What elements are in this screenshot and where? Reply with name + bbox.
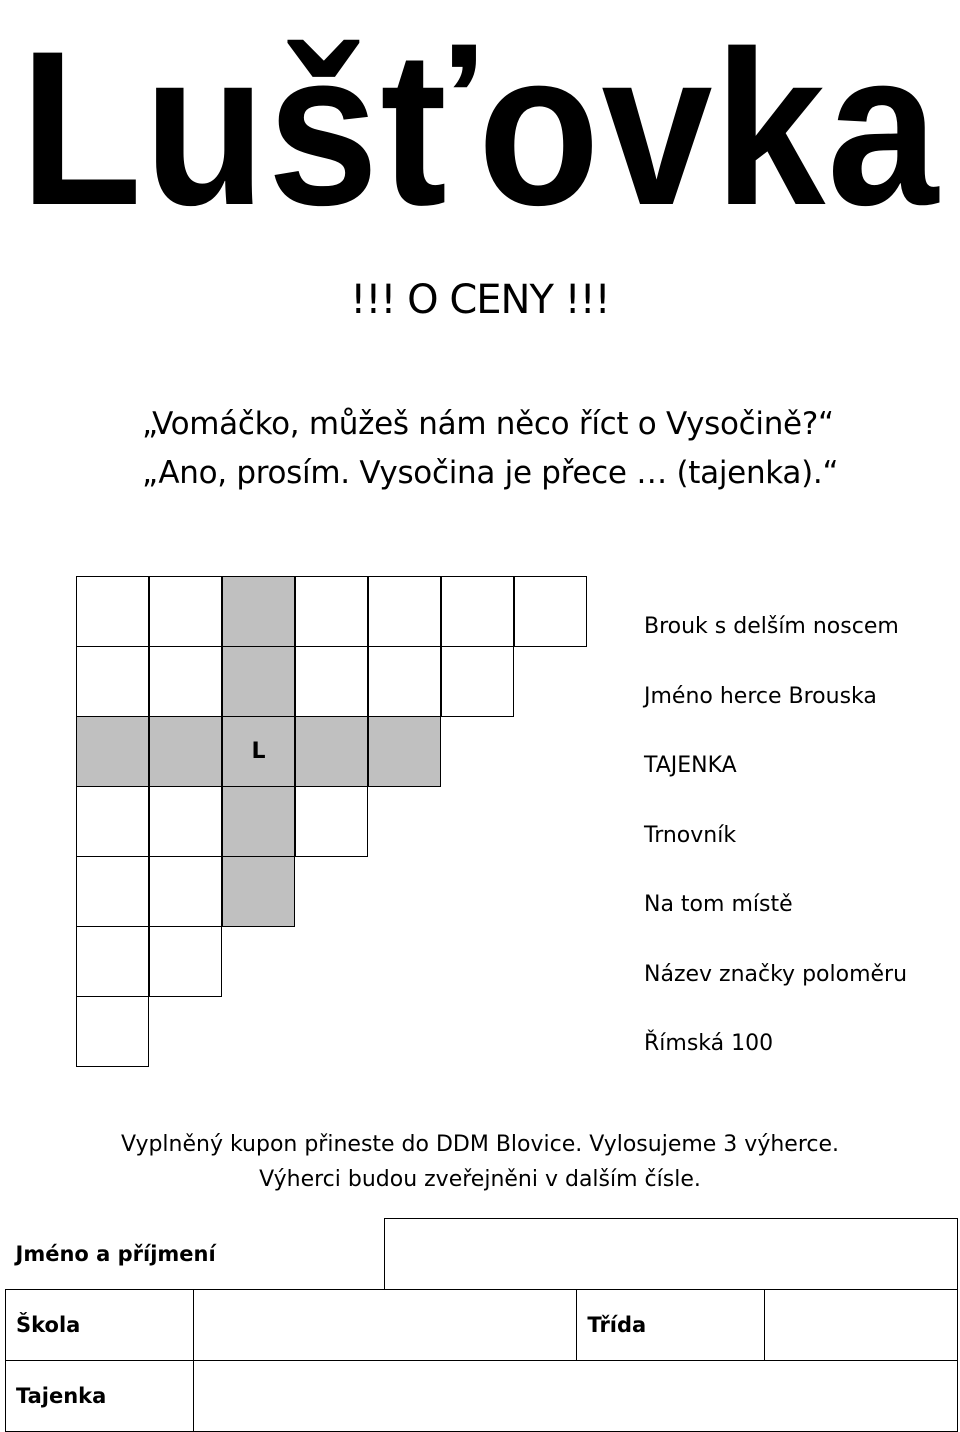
crossword-cell[interactable] bbox=[222, 646, 295, 717]
cell-letter bbox=[77, 927, 148, 996]
crossword-cell[interactable] bbox=[295, 786, 368, 857]
clue-text: Název značky poloměru bbox=[644, 961, 908, 987]
crossword-cell[interactable] bbox=[441, 646, 514, 717]
clue-text: Brouk s delším noscem bbox=[644, 614, 899, 639]
cell-letter bbox=[296, 577, 367, 646]
crossword-cell[interactable] bbox=[76, 576, 149, 647]
coupon-form bbox=[5, 1218, 958, 1432]
answer-label: Tajenka bbox=[16, 1384, 107, 1408]
name-label-cell bbox=[6, 1219, 385, 1290]
cell-letter bbox=[442, 577, 513, 646]
cell-letter bbox=[223, 857, 294, 926]
name-label: Jméno a příjmení bbox=[15, 1241, 216, 1266]
crossword-cell[interactable] bbox=[441, 576, 514, 647]
cell-letter bbox=[296, 647, 367, 716]
school-label-cell bbox=[6, 1290, 194, 1361]
cell-letter bbox=[150, 787, 221, 856]
cell-letter bbox=[77, 857, 148, 926]
cell-letter bbox=[77, 647, 148, 716]
instructions-line-2: Výherci budou zveřejněni v dalším čísle. bbox=[259, 1167, 701, 1192]
crossword-cell[interactable] bbox=[76, 996, 149, 1067]
crossword-cell[interactable] bbox=[149, 646, 222, 717]
clue-text: Na tom místě bbox=[644, 892, 793, 917]
crossword-cell[interactable] bbox=[368, 716, 441, 787]
answer-label-cell bbox=[6, 1361, 194, 1432]
crossword-cell[interactable] bbox=[368, 646, 441, 717]
cell-letter bbox=[77, 717, 148, 786]
form-row-answer bbox=[6, 1361, 958, 1432]
crossword-cell[interactable] bbox=[149, 856, 222, 927]
clue-text: Trnovník bbox=[644, 822, 737, 848]
cell-letter bbox=[150, 577, 221, 646]
class-field[interactable] bbox=[765, 1290, 958, 1361]
class-label-cell bbox=[577, 1290, 765, 1361]
cell-letter bbox=[369, 717, 440, 786]
crossword-cell[interactable] bbox=[368, 576, 441, 647]
cell-letter bbox=[369, 577, 440, 646]
cell-letter bbox=[515, 577, 586, 646]
crossword-cell[interactable] bbox=[149, 576, 222, 647]
form-row-name bbox=[6, 1219, 958, 1290]
cell-letter bbox=[150, 857, 221, 926]
clue-text: Jméno herce Brouska bbox=[644, 683, 877, 709]
cell-letter bbox=[369, 647, 440, 716]
title-svg bbox=[12, 8, 948, 240]
crossword-cell[interactable] bbox=[76, 856, 149, 927]
crossword-cell[interactable] bbox=[222, 716, 295, 787]
name-field[interactable] bbox=[384, 1219, 957, 1290]
cell-letter bbox=[150, 647, 221, 716]
crossword-cell[interactable] bbox=[295, 646, 368, 717]
form-row-school bbox=[6, 1290, 958, 1361]
cell-letter bbox=[223, 647, 294, 716]
cell-letter bbox=[150, 717, 221, 786]
cell-letter: L bbox=[251, 739, 266, 764]
crossword-cell[interactable] bbox=[514, 576, 587, 647]
quote-line-2: „Ano, prosím. Vysočina je přece … (tajenka).“ bbox=[142, 455, 839, 491]
crossword-cell[interactable] bbox=[222, 576, 295, 647]
crossword-cell[interactable] bbox=[295, 716, 368, 787]
crossword-cell[interactable] bbox=[149, 926, 222, 997]
clue-text: TAJENKA bbox=[644, 753, 737, 778]
school-field[interactable] bbox=[193, 1290, 577, 1361]
crossword-cell[interactable] bbox=[76, 926, 149, 997]
cell-letter bbox=[150, 927, 221, 996]
instructions-line-1: Vyplněný kupon přineste do DDM Blovice. Vylosujeme 3 výherce. bbox=[120, 1132, 840, 1157]
cell-letter bbox=[77, 577, 148, 646]
answer-field[interactable] bbox=[193, 1361, 957, 1432]
crossword-cell[interactable] bbox=[222, 786, 295, 857]
school-label: Škola bbox=[16, 1313, 81, 1337]
cell-letter bbox=[77, 787, 148, 856]
title-logo bbox=[12, 8, 948, 240]
crossword-cell[interactable] bbox=[222, 856, 295, 927]
cell-letter bbox=[442, 647, 513, 716]
crossword-cell[interactable] bbox=[76, 646, 149, 717]
crossword-cell[interactable] bbox=[295, 576, 368, 647]
crossword-cell[interactable] bbox=[76, 786, 149, 857]
quote-line-1: „Vomáčko, můžeš nám něco říct o Vysočině?“ bbox=[142, 406, 834, 442]
cell-letter bbox=[223, 787, 294, 856]
class-label: Třída bbox=[587, 1313, 647, 1337]
cell-letter bbox=[296, 787, 367, 856]
crossword-cell[interactable] bbox=[149, 716, 222, 787]
crossword-cell[interactable] bbox=[76, 716, 149, 787]
crossword-grid bbox=[76, 576, 586, 1068]
cell-letter bbox=[77, 997, 148, 1066]
title-text: Lušťovka bbox=[20, 8, 940, 240]
cell-letter bbox=[296, 717, 367, 786]
crossword-cell[interactable] bbox=[149, 786, 222, 857]
cell-letter bbox=[223, 577, 294, 646]
clue-text: Římská 100 bbox=[644, 1031, 774, 1056]
prize-heading: !!! O CENY !!! bbox=[350, 277, 610, 323]
